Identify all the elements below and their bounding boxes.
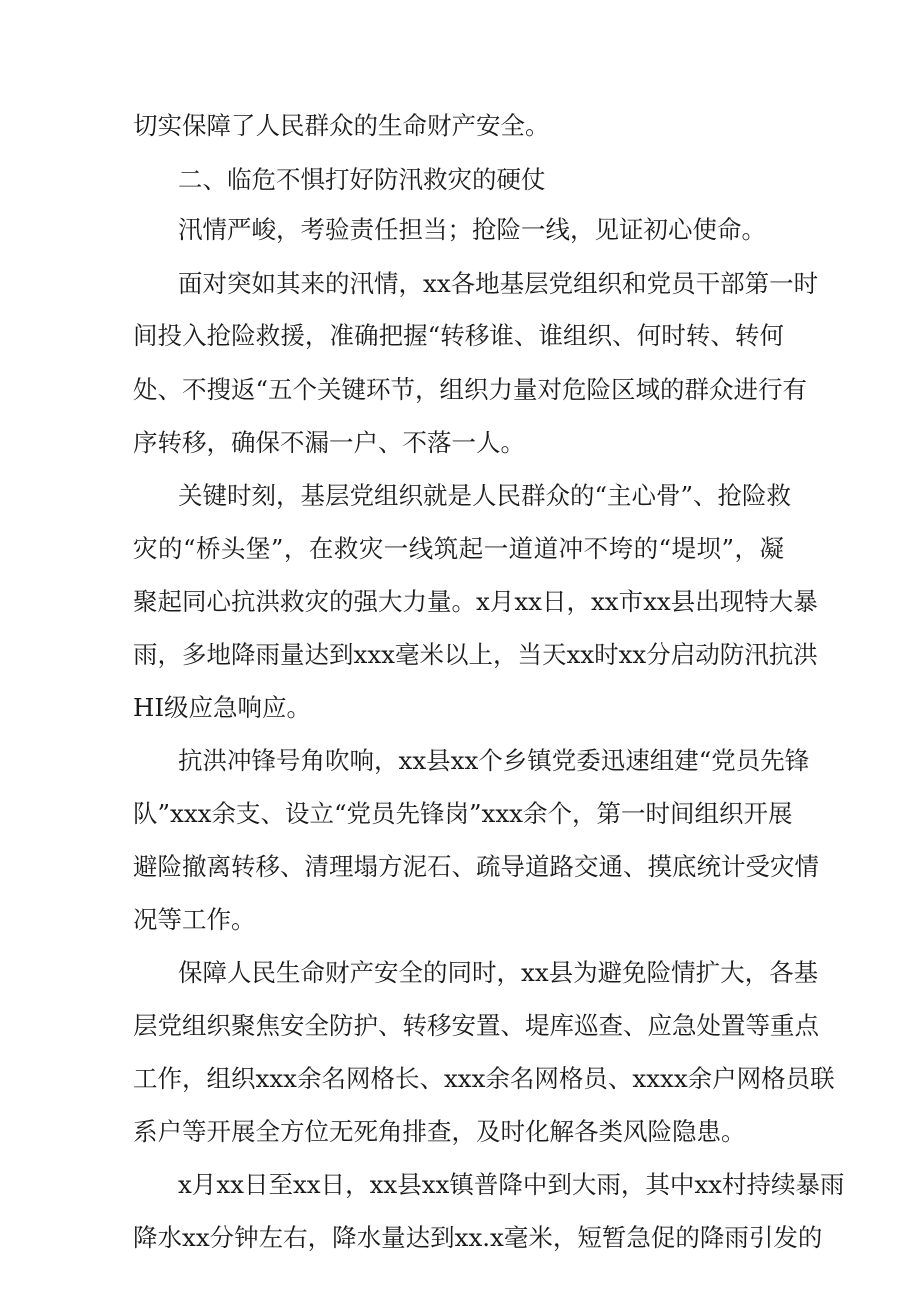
paragraph-line: 切实保障了人民群众的生命财产安全。 — [133, 111, 550, 140]
paragraph-line: 队”xxx余支、设立“党员先锋岗”xxx余个，第一时间组织开展 — [133, 799, 793, 828]
paragraph-line: 聚起同心抗洪救灾的强大力量。x月xx日，xx市xx县出现特大暴 — [133, 587, 818, 616]
paragraph-line: 系户等开展全方位无死角排查，及时化解各类风险隐患。 — [133, 1117, 746, 1146]
paragraph-line: 面对突如其来的汛情，xx各地基层党组织和党员干部第一时 — [178, 269, 819, 298]
paragraph-line: 工作，组织xxx余名网格长、xxx余名网格员、xxxx余户网格员联 — [133, 1064, 835, 1093]
paragraph-line: HI级应急响应。 — [133, 693, 312, 722]
paragraph-line: 关键时刻，基层党组织就是人民群众的“主心骨”、抢险救 — [178, 481, 792, 510]
section-heading: 二、临危不惧打好防汛救灾的硬仗 — [178, 165, 546, 194]
paragraph-line: x月xx日至xx日，xx县xx镇普降中到大雨，其中xx村持续暴雨 — [178, 1170, 845, 1199]
paragraph-line: 汛情严峻，考验责任担当；抢险一线，见证初心使命。 — [178, 215, 766, 244]
paragraph-line: 保障人民生命财产安全的同时，xx县为避免险情扩大，各基 — [178, 958, 819, 987]
paragraph-line: 间投入抢险救援，准确把握“转移谁、谁组织、何时转、转何 — [133, 321, 784, 350]
paragraph-line: 况等工作。 — [133, 905, 256, 934]
paragraph-line: 层党组织聚焦安全防护、转移安置、堤库巡查、应急处置等重点 — [133, 1011, 819, 1040]
paragraph-line: 降水xx分钟左右，降水量达到xx.x毫米，短暂急促的降雨引发的 — [133, 1223, 823, 1252]
paragraph-line: 序转移，确保不漏一户、不落一人。 — [133, 428, 525, 457]
paragraph-line: 避险撤离转移、清理塌方泥石、疏导道路交通、摸底统计受灾情 — [133, 852, 819, 881]
paragraph-line: 灾的“桥头堡”，在救灾一线筑起一道道冲不垮的“堤坝”，凝 — [133, 534, 784, 563]
paragraph-line: 雨，多地降雨量达到xxx毫米以上，当天xx时xx分启动防汛抗洪 — [133, 640, 818, 669]
paragraph-line: 抗洪冲锋号角吹响，xx县xx个乡镇党委迅速组建“党员先锋 — [178, 746, 810, 775]
paragraph-line: 处、不搜返“五个关键环节，组织力量对危险区域的群众进行有 — [133, 375, 808, 404]
